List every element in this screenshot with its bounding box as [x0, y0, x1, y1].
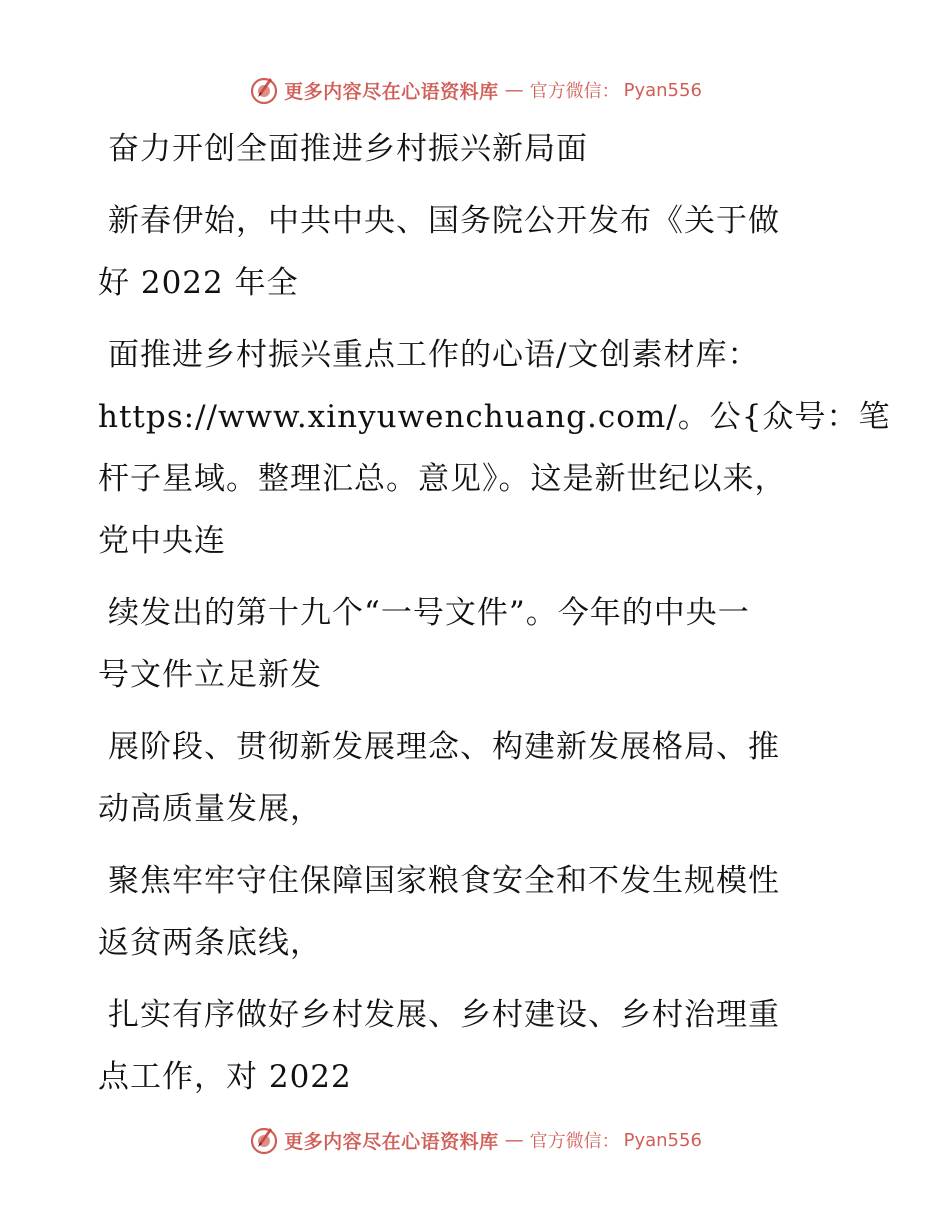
document-body	[98, 118, 891, 1118]
text-line: 好 2022 年全	[98, 265, 299, 301]
text-line: 点工作，对 2022	[98, 1059, 352, 1095]
text-line: https://www.xinyuwenchuang.com/。公{众号：笔	[98, 399, 891, 435]
paragraph-1	[98, 190, 858, 314]
wechat-id: Pyan556	[623, 79, 702, 101]
wechat-label: 官方微信：	[529, 81, 620, 102]
text-line: 党中央连	[98, 523, 226, 559]
header-banner	[0, 70, 950, 110]
wechat-label: 官方微信：	[529, 1131, 620, 1152]
banner-title: 更多内容尽在心语资料库	[284, 1130, 499, 1153]
paragraph-5	[98, 850, 858, 974]
paragraph-2	[98, 324, 891, 572]
banner-separator: —	[504, 79, 524, 101]
quill-logo-icon	[248, 74, 280, 106]
text-line: 杆子星域。整理汇总。意见》。这是新世纪以来，	[98, 461, 787, 497]
text-line: 聚焦牢牢守住保障国家粮食安全和不发生规模性	[108, 863, 780, 899]
text-line: 新春伊始，中共中央、国务院公开发布《关于做	[108, 203, 780, 239]
text-line: 展阶段、贯彻新发展理念、构建新发展格局、推	[108, 729, 780, 765]
banner-title: 更多内容尽在心语资料库	[284, 80, 499, 103]
text-line: 号文件立足新发	[98, 657, 322, 693]
text-line: 扎实有序做好乡村发展、乡村建设、乡村治理重	[108, 997, 780, 1033]
text-line: 动高质量发展，	[98, 791, 322, 827]
paragraph-3	[98, 582, 858, 706]
document-title	[98, 118, 858, 180]
wechat-id: Pyan556	[623, 1129, 702, 1151]
paragraph-6	[98, 984, 858, 1108]
footer-banner	[0, 1120, 950, 1160]
text-line: 返贫两条底线，	[98, 925, 322, 961]
title-line: 奋力开创全面推进乡村振兴新局面	[108, 131, 588, 167]
paragraph-4	[98, 716, 858, 840]
quill-logo-icon	[248, 1124, 280, 1156]
text-line: 面推进乡村振兴重点工作的心语/文创素材库：	[108, 337, 760, 373]
banner-separator: —	[504, 1129, 524, 1151]
text-line: 续发出的第十九个“一号文件”。今年的中央一	[108, 595, 750, 631]
